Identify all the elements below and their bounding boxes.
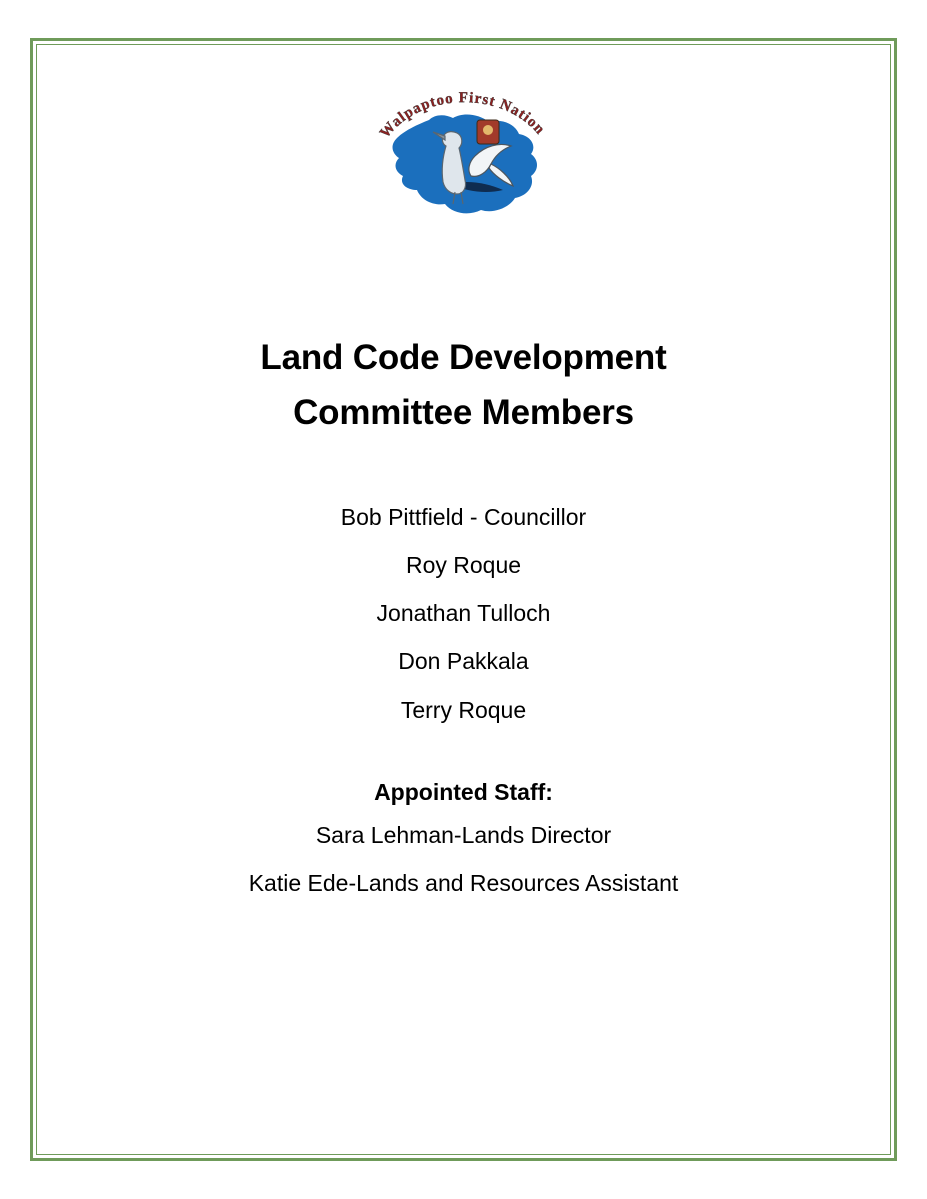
member-name: Bob Pittfield - Councillor xyxy=(340,503,587,530)
appointed-staff-list xyxy=(60,811,867,908)
appointed-staff-heading: Appointed Staff: xyxy=(374,779,553,806)
staff-name: Sara Lehman-Lands Director xyxy=(315,821,612,848)
member-name: Terry Roque xyxy=(400,696,527,723)
committee-members-list xyxy=(60,493,867,734)
page-title xyxy=(60,330,867,441)
page-title-line-2: Committee Members xyxy=(293,393,634,433)
page-title-line-1: Land Code Development xyxy=(260,338,667,377)
member-name: Jonathan Tulloch xyxy=(376,600,551,627)
staff-name: Katie Ede-Lands and Resources Assistant xyxy=(248,870,679,897)
logo-container xyxy=(60,72,867,242)
first-nation-logo xyxy=(359,72,569,242)
member-name: Roy Roque xyxy=(405,551,522,578)
page-content xyxy=(60,60,867,1139)
logo-arc-text: Walpaptoo First Nation xyxy=(376,90,548,142)
member-name: Don Pakkala xyxy=(398,648,529,675)
